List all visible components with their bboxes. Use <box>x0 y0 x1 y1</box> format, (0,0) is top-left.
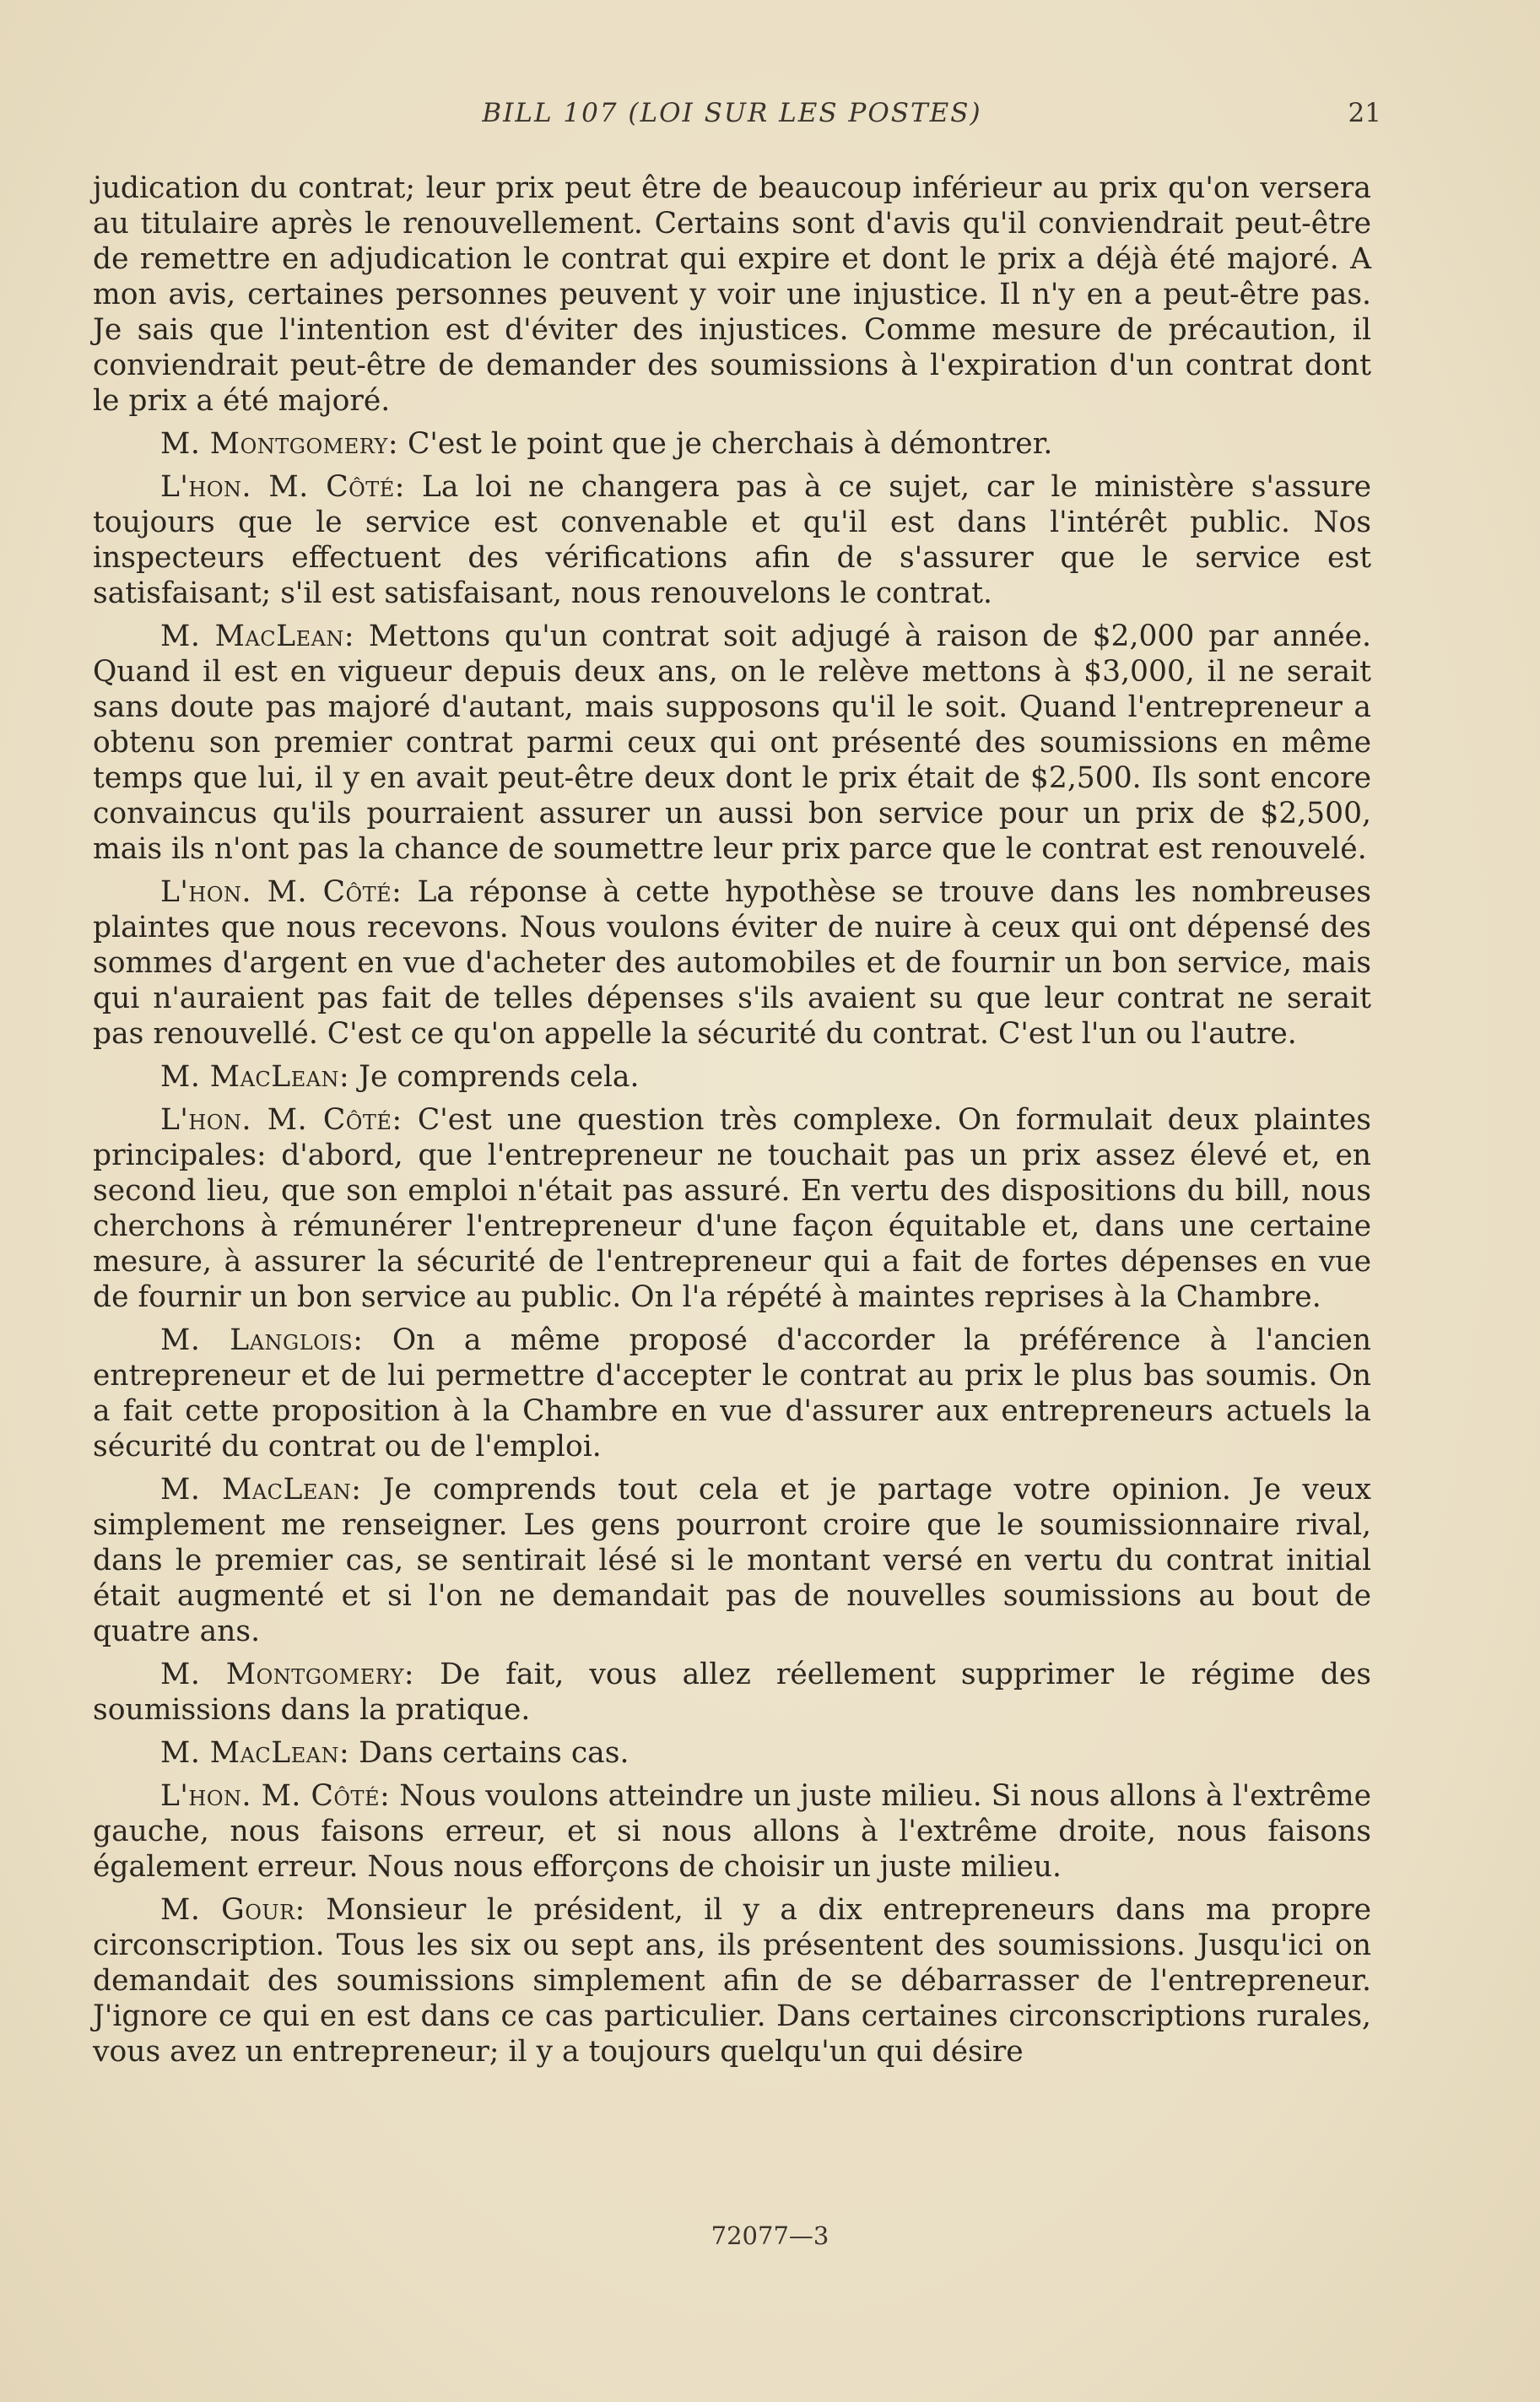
paragraph <box>93 1735 1371 1771</box>
paragraph-text: La réponse à cette hypothèse se trouve dans les nombreuses plaintes que nous recevons. Nous voulons éviter de nuire à ceux qui ont dépensé des sommes d'argent en vue d'acheter des automobiles et de fournir un bon service, mais qui n'auraient pas fait de telles dépenses s'ils avaient su que leur contrat ne serait pas renouvellé. C'est ce qu'on appelle la sécurité du contrat. C'est l'un ou l'autre. <box>93 875 1371 1051</box>
paragraph <box>93 1102 1371 1315</box>
paragraph-text: C'est le point que je cherchais à démontrer. <box>398 427 1053 461</box>
paragraph-text: Monsieur le président, il y a dix entrepreneurs dans ma propre circonscription. Tous les six ou sept ans, ils présentent des soumissions. Jusqu'ici on demandait des soumissions simplement afin de se débarrasser de l'entrepreneur. J'ignore ce qui en est dans ce cas particulier. Dans certaines circonscriptions rurales, vous avez un entrepreneur; il y a toujours quelqu'un qui désire <box>93 1893 1371 2069</box>
paragraph-text: Mettons qu'un contrat soit adjugé à raison de $2,000 par année. Quand il est en vigueur depuis deux ans, on le relève mettons à $3,000, il ne serait sans doute pas majoré d'autant, mais supposons qu'il le soit. Quand l'entrepreneur a obtenu son premier contrat parmi ceux qui ont présenté des soumissions en même temps que lui, il y en avait peut-être deux dont le prix était de $2,500. Ils sont encore convaincus qu'ils pourraient assurer un aussi bon service pour un prix de $2,500, mais ils n'ont pas la chance de soumettre leur prix parce que le contrat est renouvelé. <box>93 619 1371 866</box>
paragraph <box>93 874 1371 1052</box>
paragraph <box>93 1059 1371 1095</box>
speaker-name: M. Montgomery: <box>160 427 399 461</box>
speaker-name: M. Langlois: <box>160 1323 364 1357</box>
paragraph-text: De fait, vous allez réellement supprimer le régime des soumissions dans la pratique. <box>93 1658 1371 1727</box>
paragraph <box>93 1323 1371 1464</box>
speaker-name: L'hon. M. Côté: <box>160 875 403 909</box>
speaker-name: M. Gour: <box>160 1893 305 1927</box>
speaker-name: M. MacLean: <box>160 1736 350 1770</box>
speaker-name: L'hon. M. Côté: <box>160 470 405 504</box>
signature-code: 72077—3 <box>711 2221 829 2250</box>
speaker-name: M. MacLean: <box>160 1060 350 1094</box>
paragraph <box>93 1892 1371 2069</box>
paragraph-text: On a même proposé d'accorder la préférence à l'ancien entrepreneur et de lui permettre d'accepter le contrat au prix le plus bas soumis. On a fait cette proposition à la Chambre en vue d'assurer aux entrepreneurs actuels la sécurité du contrat ou de l'emploi. <box>93 1323 1371 1463</box>
speaker-name: M. Montgomery: <box>160 1658 415 1691</box>
paragraph-text: Je comprends tout cela et je partage votre opinion. Je veux simplement me renseigner. Les gens pourront croire que le soumissionnaire rival, dans le premier cas, se sentirait lésé si le montant versé en vertu du contrat initial était augmenté et si l'on ne demandait pas de nouvelles soumissions au bout de quatre ans. <box>93 1473 1371 1648</box>
speaker-name: M. MacLean: <box>160 619 355 653</box>
speaker-name: M. MacLean: <box>160 1473 362 1507</box>
speaker-name: L'hon. M. Côté: <box>160 1779 391 1813</box>
paragraph <box>93 1657 1371 1728</box>
running-title: BILL 107 (LOI SUR LES POSTES) <box>482 98 982 128</box>
paragraph <box>93 1778 1371 1885</box>
paragraph-text: Nous voulons atteindre un juste milieu. Si nous allons à l'extrême gauche, nous faisons erreur, et si nous allons à l'extrême droite, nous faisons également erreur. Nous nous efforçons de choisir un juste milieu. <box>93 1779 1371 1884</box>
paragraph-text: Dans certains cas. <box>349 1736 630 1770</box>
paragraph <box>93 619 1371 867</box>
paragraph-text: La loi ne changera pas à ce sujet, car le ministère s'assure toujours que le service est convenable et qu'il est dans l'intérêt public. Nos inspecteurs effectuent des vérifications afin de s'assurer que le service est satisfaisant; s'il est satisfaisant, nous renouvelons le contrat. <box>93 470 1371 610</box>
page-number: 21 <box>1348 98 1381 128</box>
paragraph <box>93 1472 1371 1649</box>
body-text <box>93 170 1371 2069</box>
paragraph <box>93 469 1371 611</box>
paragraph-text: judication du contrat; leur prix peut être de beaucoup inférieur au prix qu'on versera au titulaire après le renouvellement. Certains sont d'avis qu'il conviendrait peut-être de remettre en adjudication le contrat qui expire et dont le prix a déjà été majoré. A mon avis, certaines personnes peuvent y voir une injustice. Il n'y en a peut-être pas. Je sais que l'intention est d'éviter des injustices. Comme mesure de précaution, il conviendrait peut-être de demander des soumissions à l'expiration d'un contrat dont le prix a été majoré. <box>93 171 1371 418</box>
page-header <box>93 93 1381 152</box>
paragraph-text: Je comprends cela. <box>349 1060 640 1094</box>
paragraph-text: C'est une question très complexe. On formulait deux plaintes principales: d'abord, que l'entrepreneur ne touchait pas un prix assez élevé et, en second lieu, que son emploi n'était pas assuré. En vertu des dispositions du bill, nous cherchons à rémunérer l'entrepreneur d'une façon équitable et, dans une certaine mesure, à assurer la sécurité de l'entrepreneur qui a fait de fortes dépenses en vue de fournir un bon service au public. On l'a répété à maintes reprises à la Chambre. <box>93 1103 1371 1314</box>
paragraph <box>93 426 1371 462</box>
speaker-name: L'hon. M. Côté: <box>160 1103 403 1137</box>
paragraph <box>93 170 1371 419</box>
